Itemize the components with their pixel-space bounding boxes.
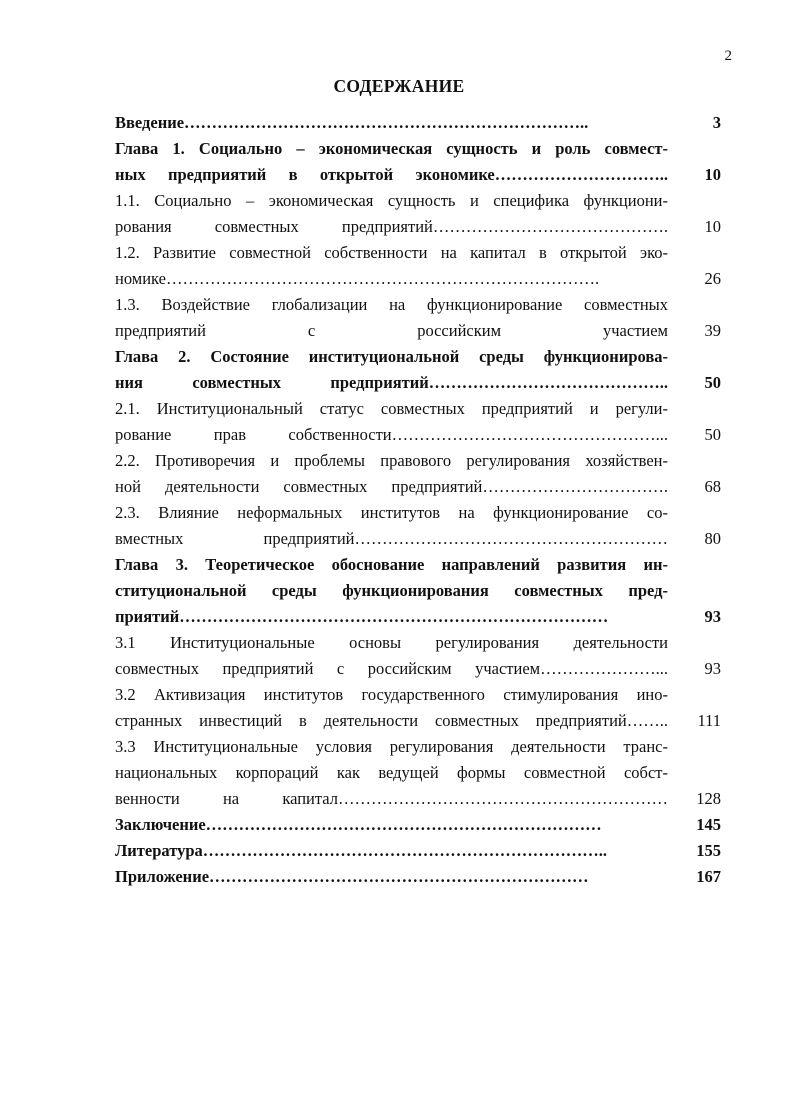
toc-entry xyxy=(115,500,721,552)
toc-entry-line: Глава 2. Состояние институциональной среды функционирова- xyxy=(115,347,668,366)
toc-entry-line: Приложение…………………………………………………………… xyxy=(115,867,589,886)
toc-entry-page-number: 155 xyxy=(696,841,721,860)
page-number: 2 xyxy=(724,48,732,64)
toc-entry-line: 2.3. Влияние неформальных институтов на функционирование со- xyxy=(115,503,668,522)
toc-entry-title xyxy=(115,630,668,682)
toc-entry-line: странных инвестиций в деятельности совместных предприятий…….. xyxy=(115,711,668,730)
toc-entry-line: венности на капитал…………………………………………………… xyxy=(115,789,668,808)
toc-entry-page-number: 145 xyxy=(696,815,721,834)
toc-entry-line: 3.2 Активизация институтов государственного стимулирования ино- xyxy=(115,685,668,704)
toc-entry-title xyxy=(115,396,668,448)
toc-entry-title xyxy=(115,188,668,240)
toc-entry-page-number: 111 xyxy=(697,711,721,730)
toc-entry xyxy=(115,136,721,188)
toc-entry-line: Глава 3. Теоретическое обоснование направлений развития ин- xyxy=(115,555,668,574)
toc-entry-page-number: 68 xyxy=(704,477,721,496)
toc-entry xyxy=(115,292,721,344)
toc-entry-line: 1.3. Воздействие глобализации на функционирование совместных xyxy=(115,295,668,314)
toc-entry-page-number: 10 xyxy=(704,217,721,236)
toc-entry xyxy=(115,864,721,890)
toc-entry-title xyxy=(115,240,668,292)
toc-entry-page-number: 167 xyxy=(696,867,721,886)
toc-entry-title xyxy=(115,864,668,890)
toc-entry-title xyxy=(115,552,668,630)
toc-entry xyxy=(115,734,721,812)
toc-entry-title xyxy=(115,838,668,864)
toc-entry-page-number: 93 xyxy=(704,607,721,626)
toc-entry-line: ния совместных предприятий…………………………………….. xyxy=(115,373,668,392)
toc-entry-line: ституциональной среды функционирования совместных пред- xyxy=(115,581,668,600)
toc-entry-line: Заключение……………………………………………………………… xyxy=(115,815,602,834)
toc-entry xyxy=(115,396,721,448)
toc-entry xyxy=(115,344,721,396)
toc-entry-title xyxy=(115,344,668,396)
toc-entry-page-number: 3 xyxy=(712,113,721,132)
toc-entry-title xyxy=(115,292,668,344)
toc-entry-title xyxy=(115,448,668,500)
toc-entry xyxy=(115,552,721,630)
toc-entry-line: номике……………………………………………………………………. xyxy=(115,269,600,288)
toc-entry-title xyxy=(115,500,668,552)
toc-entry-title xyxy=(115,682,668,734)
toc-entry-page-number: 128 xyxy=(696,789,721,808)
toc-entry-line: 3.1 Институциональные основы регулирования деятельности xyxy=(115,633,668,652)
toc-entry-line: приятий…………………………………………………………………… xyxy=(115,607,609,626)
toc-entry-line: ной деятельности совместных предприятий……………………………. xyxy=(115,477,668,496)
toc-entry xyxy=(115,448,721,500)
toc-entry-line: 2.1. Институциональный статус совместных предприятий и регули- xyxy=(115,399,668,418)
toc-entry-line: рования совместных предприятий……………………………………. xyxy=(115,217,668,236)
toc-entry-line: 1.1. Социально – экономическая сущность и специфика функциони- xyxy=(115,191,668,210)
toc-entry-line: рование прав собственности…………………………………………... xyxy=(115,425,668,444)
toc-entry-line: Введение……………………………………………………………….. xyxy=(115,113,589,132)
toc-entry-page-number: 10 xyxy=(704,165,721,184)
toc-entry-page-number: 39 xyxy=(704,321,721,340)
toc-entry xyxy=(115,630,721,682)
toc-entry-title xyxy=(115,812,668,838)
toc-entry-page-number: 50 xyxy=(704,425,721,444)
toc-entry-line: национальных корпораций как ведущей формы совместной собст- xyxy=(115,763,668,782)
toc-entry xyxy=(115,240,721,292)
toc-entry xyxy=(115,812,721,838)
toc-entry-line: ных предприятий в открытой экономике………………………….. xyxy=(115,165,668,184)
toc-entry-line: 2.2. Противоречия и проблемы правового регулирования хозяйствен- xyxy=(115,451,668,470)
toc-entry-title xyxy=(115,734,668,812)
toc-entry-title xyxy=(115,110,668,136)
toc-entry-line: Глава 1. Социально – экономическая сущность и роль совмест- xyxy=(115,139,668,158)
toc-entry-line: 3.3 Институциональные условия регулирования деятельности транс- xyxy=(115,737,668,756)
toc-entry-page-number: 93 xyxy=(704,659,721,678)
table-of-contents xyxy=(115,110,721,890)
toc-entry-page-number: 80 xyxy=(704,529,721,548)
toc-entry-line: совместных предприятий с российским участием…………………... xyxy=(115,659,668,678)
toc-entry xyxy=(115,838,721,864)
page-title: СОДЕРЖАНИЕ xyxy=(333,76,465,96)
toc-entry xyxy=(115,682,721,734)
toc-entry-line: 1.2. Развитие совместной собственности на капитал в открытой эко- xyxy=(115,243,668,262)
toc-entry-line: Литература……………………………………………………………….. xyxy=(115,841,608,860)
toc-entry xyxy=(115,188,721,240)
toc-entry-page-number: 50 xyxy=(704,373,721,392)
toc-entry-line: предприятий с российским участием xyxy=(115,321,668,340)
toc-entry-page-number: 26 xyxy=(704,269,721,288)
toc-entry-title xyxy=(115,136,668,188)
toc-entry-line: вместных предприятий………………………………………………… xyxy=(115,529,668,548)
toc-entry xyxy=(115,110,721,136)
